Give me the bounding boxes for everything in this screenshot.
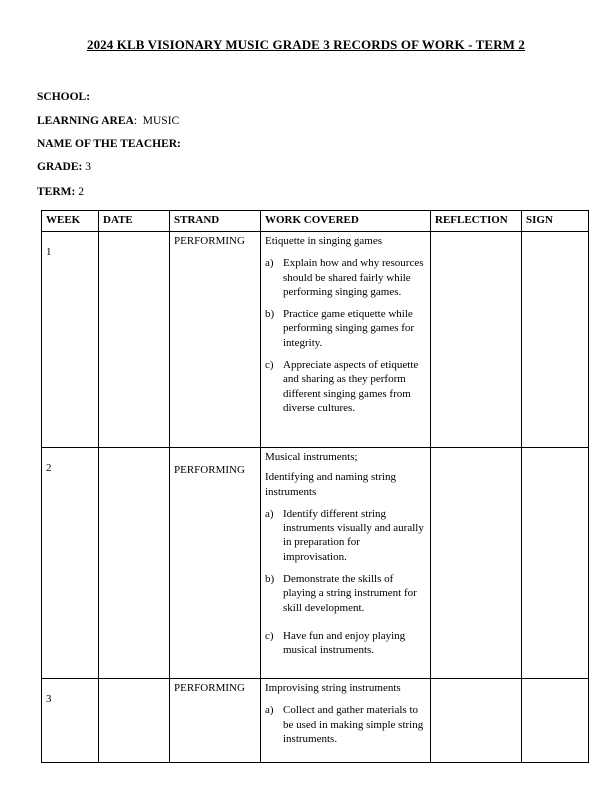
sign-cell xyxy=(522,679,589,763)
grade-value: 3 xyxy=(85,161,91,173)
header-work-covered: WORK COVERED xyxy=(261,211,431,232)
item-text: Demonstrate the skills of playing a string instrument for skill development. xyxy=(283,573,417,614)
term-field xyxy=(37,186,84,198)
records-table xyxy=(41,210,589,763)
item-text: Have fun and enjoy playing musical instruments. xyxy=(283,629,406,657)
work-covered-cell xyxy=(261,232,431,448)
list-item xyxy=(265,507,426,564)
item-label: a) xyxy=(265,507,274,520)
date-cell xyxy=(99,448,170,679)
table-row xyxy=(42,448,589,679)
week-number: 1 xyxy=(46,246,52,258)
sign-cell xyxy=(522,232,589,448)
header-week: WEEK xyxy=(42,211,99,232)
header-date: DATE xyxy=(99,211,170,232)
teacher-label: NAME OF THE TEACHER: xyxy=(37,138,181,150)
strand-text: PERFORMING xyxy=(174,235,245,247)
item-text: Explain how and why resources should be shared fairly while performing singing games. xyxy=(283,257,424,298)
header-reflection: REFLECTION xyxy=(431,211,522,232)
table-row xyxy=(42,679,589,763)
item-label: a) xyxy=(265,704,274,717)
work-covered-cell xyxy=(261,679,431,763)
strand-text: PERFORMING xyxy=(174,464,245,476)
work-covered-cell xyxy=(261,448,431,679)
reflection-cell xyxy=(431,232,522,448)
list-item xyxy=(265,358,426,415)
reflection-cell xyxy=(431,679,522,763)
list-item xyxy=(265,629,426,658)
reflection-cell xyxy=(431,448,522,679)
week-cell xyxy=(42,448,99,679)
date-cell xyxy=(99,679,170,763)
topic-subtitle: Identifying and naming string instruments xyxy=(265,471,397,498)
item-label: a) xyxy=(265,257,274,270)
list-item xyxy=(265,703,426,746)
strand-text: PERFORMING xyxy=(174,682,245,694)
week-cell xyxy=(42,232,99,448)
school-field xyxy=(37,91,90,103)
week-number: 3 xyxy=(46,693,52,705)
term-value: 2 xyxy=(78,186,84,198)
table-row xyxy=(42,232,589,448)
school-label: SCHOOL: xyxy=(37,91,91,103)
week-number: 2 xyxy=(46,462,52,474)
learning-area-label: LEARNING AREA xyxy=(37,115,134,127)
item-label: b) xyxy=(265,573,275,586)
header-strand: STRAND xyxy=(170,211,261,232)
date-cell xyxy=(99,232,170,448)
strand-cell xyxy=(170,679,261,763)
item-label: c) xyxy=(265,359,274,372)
week-cell xyxy=(42,679,99,763)
header-sign: SIGN xyxy=(522,211,589,232)
topic-title: Etiquette in singing games xyxy=(265,235,383,247)
grade-field xyxy=(37,161,91,173)
term-label: TERM: xyxy=(37,186,76,198)
item-text: Practice game etiquette while performing singing games for integrity. xyxy=(283,308,415,349)
list-item xyxy=(265,307,426,350)
table-header-row xyxy=(42,211,589,232)
sign-cell xyxy=(522,448,589,679)
item-label: b) xyxy=(265,308,275,321)
teacher-field xyxy=(37,138,181,150)
item-text: Identify different string instruments visually and aurally in preparation for improvisation. xyxy=(283,507,424,563)
grade-label: GRADE: xyxy=(37,161,83,173)
learning-area-field: LEARNING AREA: MUSIC xyxy=(37,115,180,127)
list-item xyxy=(265,572,426,615)
learning-area-value: MUSIC xyxy=(142,115,180,127)
strand-cell xyxy=(170,448,261,679)
page-title: 2024 KLB VISIONARY MUSIC GRADE 3 RECORDS OF WORK - TERM 2 xyxy=(86,37,526,52)
item-text: Collect and gather materials to be used in making simple string instruments. xyxy=(283,704,424,745)
topic-title: Musical instruments; xyxy=(265,451,358,463)
item-label: c) xyxy=(265,629,274,642)
item-text: Appreciate aspects of etiquette and sharing as they perform different singing games from diverse cultures. xyxy=(283,359,419,414)
strand-cell xyxy=(170,232,261,448)
list-item xyxy=(265,256,426,299)
topic-title: Improvising string instruments xyxy=(265,682,401,694)
